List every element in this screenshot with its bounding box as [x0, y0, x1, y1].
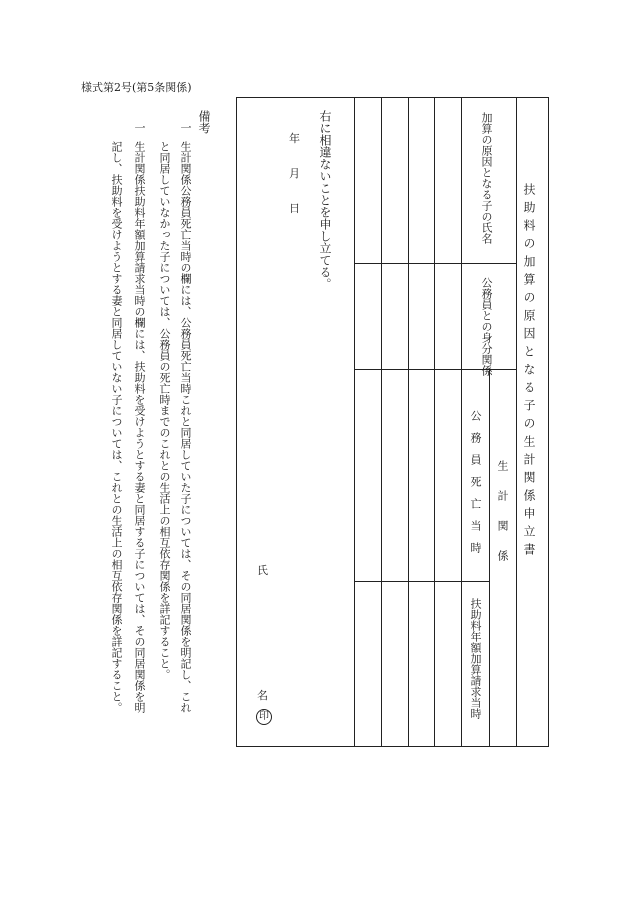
header-livelihood: 生 計 関 係	[496, 460, 509, 565]
divider-name-column	[354, 263, 516, 264]
remarks-heading: 備考	[197, 110, 211, 134]
date-year-label: 年	[289, 132, 300, 145]
remark-2-line-1: 生計関係扶助料年額加算請求当時の欄には、扶助料を受けようとする妻と同居する子については、その同居関係を明	[133, 141, 146, 713]
remark-2-line-2: 記し、扶助料を受けようとする妻と同居していない子については、これとの生活上の相互依存関係を詳記すること。	[110, 141, 123, 713]
header-relationship: 公務員との身分関係	[480, 277, 493, 376]
divider-row-2	[408, 97, 409, 747]
header-at-claim: 扶助料年額加算請求当時	[469, 598, 482, 719]
header-child-name: 加算の原因となる子の氏名	[480, 112, 493, 244]
divider-title	[516, 97, 517, 747]
divider-row-4	[354, 97, 355, 747]
remark-1-line-1: 生計関係公務員死亡当時の欄には、公務員死亡当時これと同居していた子については、その同居関係を明記し、これ	[179, 141, 192, 713]
form-number: 様式第2号(第5条関係)	[81, 81, 192, 94]
remark-1-marker: 一	[179, 122, 192, 133]
remark-2-marker: 一	[133, 122, 146, 133]
divider-livelihood-split	[354, 581, 489, 582]
divider-row-3	[381, 97, 382, 747]
date-day-label: 日	[289, 202, 300, 215]
remark-1-line-2: と同居していなかった子については、公務員の死亡時までのこれとの生活上の相互依存関係を詳記すること。	[158, 141, 171, 680]
header-at-death: 公務員死亡当時	[469, 410, 482, 564]
application-form	[236, 97, 549, 747]
declaration-statement: 右に相違ないことを申し立てる。	[318, 110, 332, 290]
seal-mark: 印	[256, 709, 272, 725]
name-label-first: 氏	[257, 564, 268, 577]
date-month-label: 月	[289, 167, 300, 180]
form-title: 扶助料の加算の原因となる子の生計関係申立書	[522, 183, 536, 561]
divider-row-1	[434, 97, 435, 747]
divider-header	[461, 97, 462, 747]
name-label-second: 名	[257, 689, 268, 702]
divider-livelihood	[489, 369, 490, 747]
